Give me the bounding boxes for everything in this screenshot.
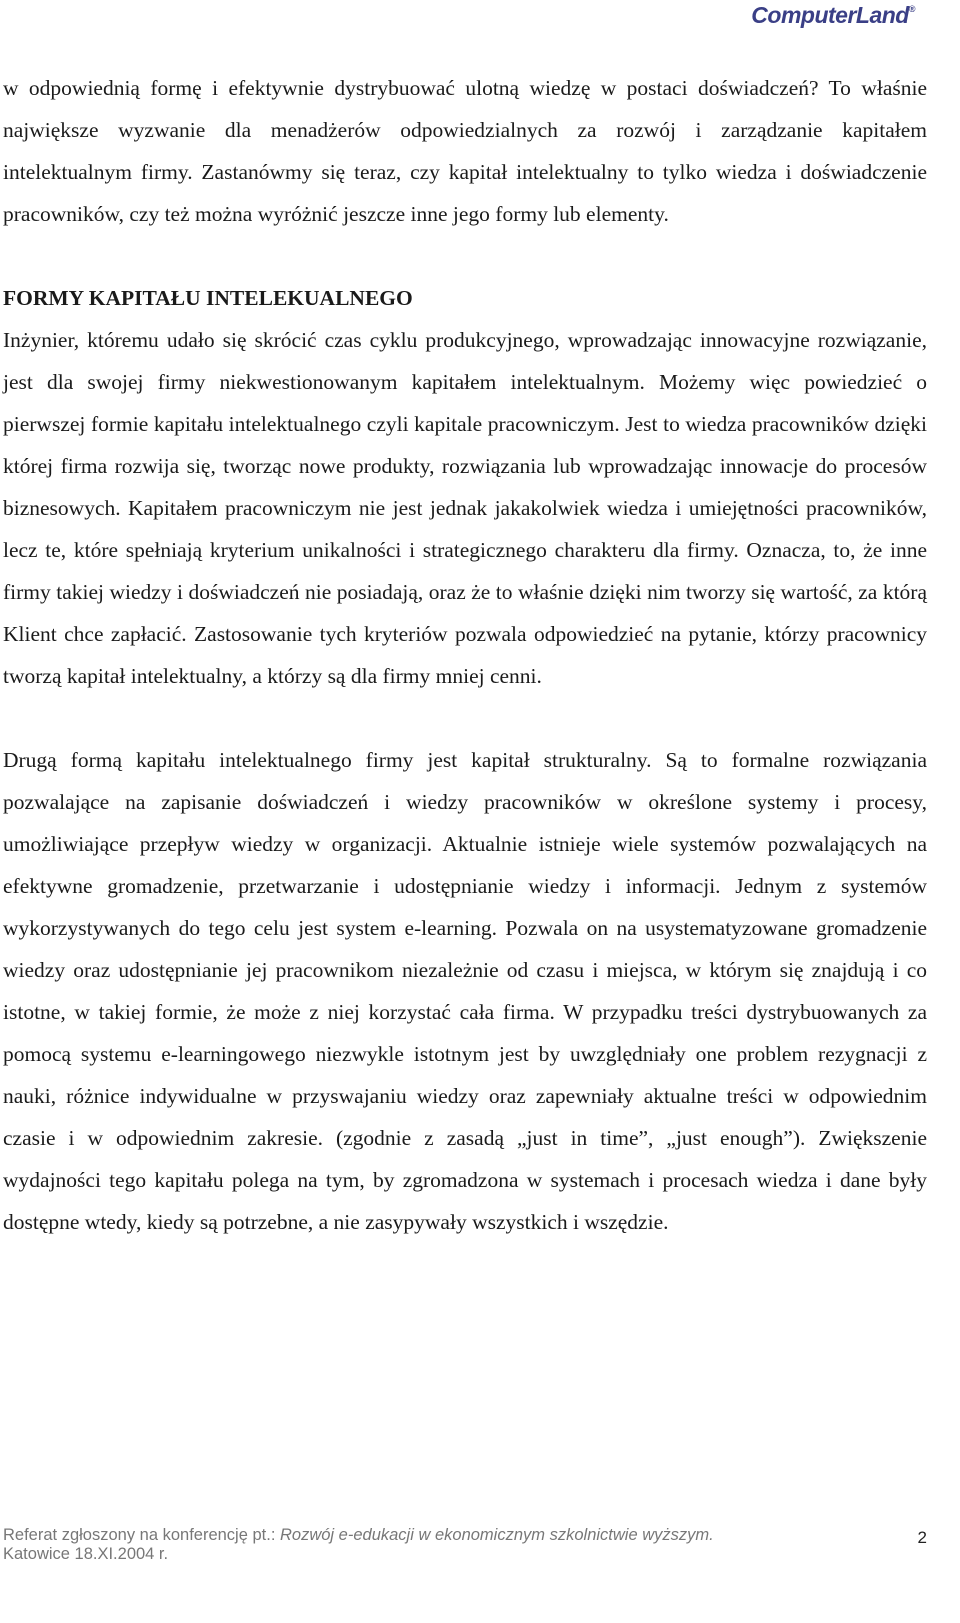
footer-date-line: Katowice 18.XI.2004 r. (3, 1545, 169, 1563)
registered-mark: ® (908, 4, 915, 14)
intro-paragraph: w odpowiednią formę i efektywnie dystrybuować ulotną wiedzę w postaci doświadczeń? To właśnie największe wyzwanie dla menadżerów odpowiedzialnych za rozwój i zarządzanie kapitałem intelektualnym firmy. Zastanówmy się teraz, czy kapitał intelektualny to tylko wiedza i doświadczenie pracowników, czy też można wyróżnić jeszcze inne jego formy lub elementy. (3, 76, 927, 226)
document-body (3, 67, 927, 1243)
logo-text: ComputerLand (751, 2, 909, 28)
footer-conference-line (3, 1526, 925, 1545)
paragraph-structural-capital: Drugą formą kapitału intelektualnego firmy jest kapitał strukturalny. Są to formalne rozwiązania pozwalające na zapisanie doświadczeń i wiedzy pracowników w określone systemy i procesy, umożliwiające przepływ wiedzy w organizacji. Aktualnie istnieje wiele systemów pozwalających na efektywne gromadzenie, przetwarzanie i udostępnianie wiedzy i informacji. Jednym z systemów wykorzystywanych do tego celu jest system e-learning. Pozwala on na usystematyzowane gromadzenie wiedzy oraz udostępnianie jej pracownikom niezależnie od czasu i miejsca, w którym się znajdują i co istotne, w takiej formie, że może z niej korzystać cała firma. W przypadku treści dystrybuowanych za pomocą systemu e-learningowego niezwykle istotnym jest by uwzględniały one problem rezygnacji z nauki, różnice indywidualne w przyswajaniu wiedzy oraz zapewniały aktualne treści w odpowiednim czasie i w odpowiednim zakresie. (zgodnie z zasadą „just in time”, „just enough”). Zwiększenie wydajności tego kapitału polega na tym, by zgromadzona w systemach i procesach wiedza i dane były dostępne wtedy, kiedy są potrzebne, a nie zasypywały wszystkich i wszędzie. (3, 748, 927, 1234)
paragraph-employee-capital: Inżynier, któremu udało się skrócić czas cyklu produkcyjnego, wprowadzając innowacyjne rozwiązanie, jest dla swojej firmy niekwestionowanym kapitałem intelektualnym. Możemy więc powiedzieć o pierwszej formie kapitału intelektualnego czyli kapitale pracowniczym. Jest to wiedza pracowników dzięki której firma rozwija się, tworząc nowe produkty, rozwiązania lub wprowadzając innowacje do procesów biznesowych. Kapitałem pracowniczym nie jest jednak jakakolwiek wiedza i umiejętności pracowników, lecz te, które spełniają kryterium unikalności i strategicznego charakteru dla firmy. Oznacza, to, że inne firmy takiej wiedzy i doświadczeń nie posiadają, oraz że to właśnie dzięki nim tworzy się wartość, za którą Klient chce zapłacić. Zastosowanie tych kryteriów pozwala odpowiedzieć na pytanie, którzy pracownicy tworzą kapitał intelektualny, a którzy są dla firmy mniej cenni. (3, 328, 927, 688)
computerland-logo (751, 2, 915, 29)
page-number: 2 (917, 1528, 927, 1547)
footer-conference-title: Rozwój e-edukacji w ekonomicznym szkolnictwie wyższym. (280, 1526, 714, 1544)
footer-prefix: Referat zgłoszony na konferencję pt.: (3, 1526, 280, 1544)
section-heading: FORMY KAPITAŁU INTELEKUALNEGO (3, 286, 413, 310)
page-footer (3, 1526, 925, 1564)
